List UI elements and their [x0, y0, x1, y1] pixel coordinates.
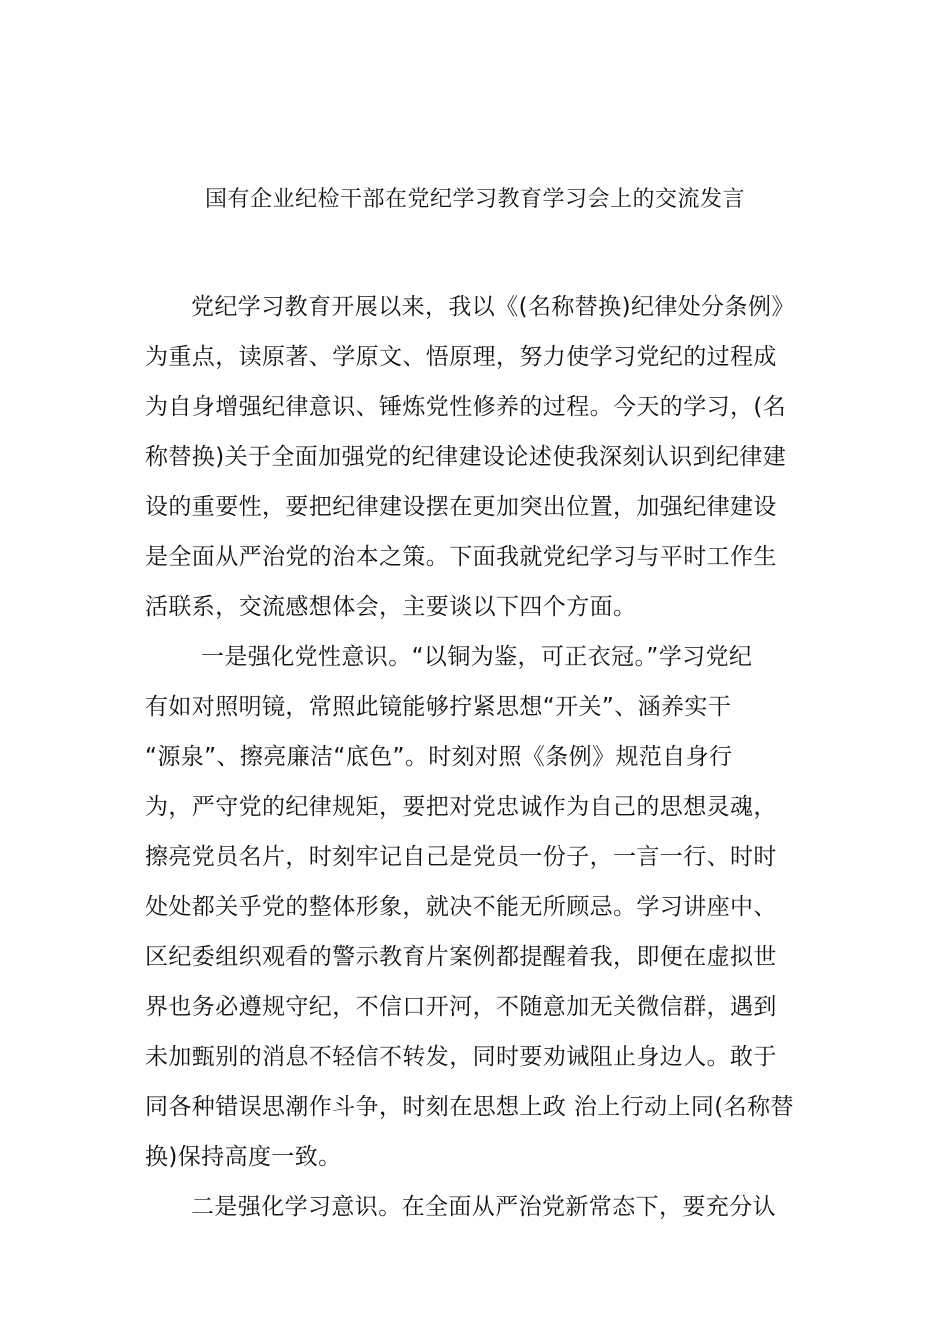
paragraph-line: 称替换)关于全面加强党的纪律建设论述使我深刻认识到纪律建 [145, 444, 787, 470]
paragraph-line: 同各种错误思潮作斗争，时刻在思想上政 治上行动上同(名称替 [145, 1094, 794, 1120]
paragraph-line: 处处都关乎党的整体形象，就决不能无所顾忌。学习讲座中、 [145, 894, 777, 920]
paragraph-line: 未加甄别的消息不轻信不转发，同时要劝诫阻止身边人。敢于 [145, 1044, 777, 1070]
paragraph-line: “源泉”、擦亮廉洁“底色”。时刻对照《条例》规范自身行 [145, 744, 733, 770]
paragraph-line: 界也务必遵规守纪，不信口开河，不随意加无关微信群，遇到 [145, 994, 777, 1020]
document-title: 国有企业纪检干部在党纪学习教育学习会上的交流发言 [204, 187, 745, 212]
paragraph-line: 一是强化党性意识。“以铜为鉴，可正衣冠。”学习党纪 [201, 644, 753, 670]
paragraph-line: 为重点，读原著、学原文、悟原理，努力使学习党纪的过程成 [145, 344, 777, 370]
paragraph-line: 擦亮党员名片，时刻牢记自己是党员一份子，一言一行、时时 [145, 844, 777, 870]
paragraph-line: 二是强化学习意识。在全面从严治党新常态下，要充分认 [191, 1194, 776, 1220]
paragraph-line: 活联系，交流感想体会，主要谈以下四个方面。 [145, 594, 637, 620]
paragraph-line: 设的重要性，要把纪律建设摆在更加突出位置，加强纪律建设 [145, 494, 777, 520]
document-body [145, 282, 815, 1232]
paragraph-line: 换)保持高度一致。 [145, 1144, 342, 1170]
paragraph-line: 为自身增强纪律意识、锤炼党性修养的过程。今天的学习，(名 [145, 394, 787, 420]
paragraph-line: 党纪学习教育开展以来，我以《(名称替换)纪律处分条例》 [191, 294, 795, 320]
paragraph-line: 是全面从严治党的治本之策。下面我就党纪学习与平时工作生 [145, 544, 777, 570]
paragraph-line: 有如对照明镜，常照此镜能够拧紧思想“开关”、涵养实干 [145, 694, 732, 720]
paragraph-line: 区纪委组织观看的警示教育片案例都提醒着我，即便在虚拟世 [145, 944, 777, 970]
paragraph-line: 为，严守党的纪律规矩，要把对党忠诚作为自己的思想灵魂， [145, 794, 777, 820]
